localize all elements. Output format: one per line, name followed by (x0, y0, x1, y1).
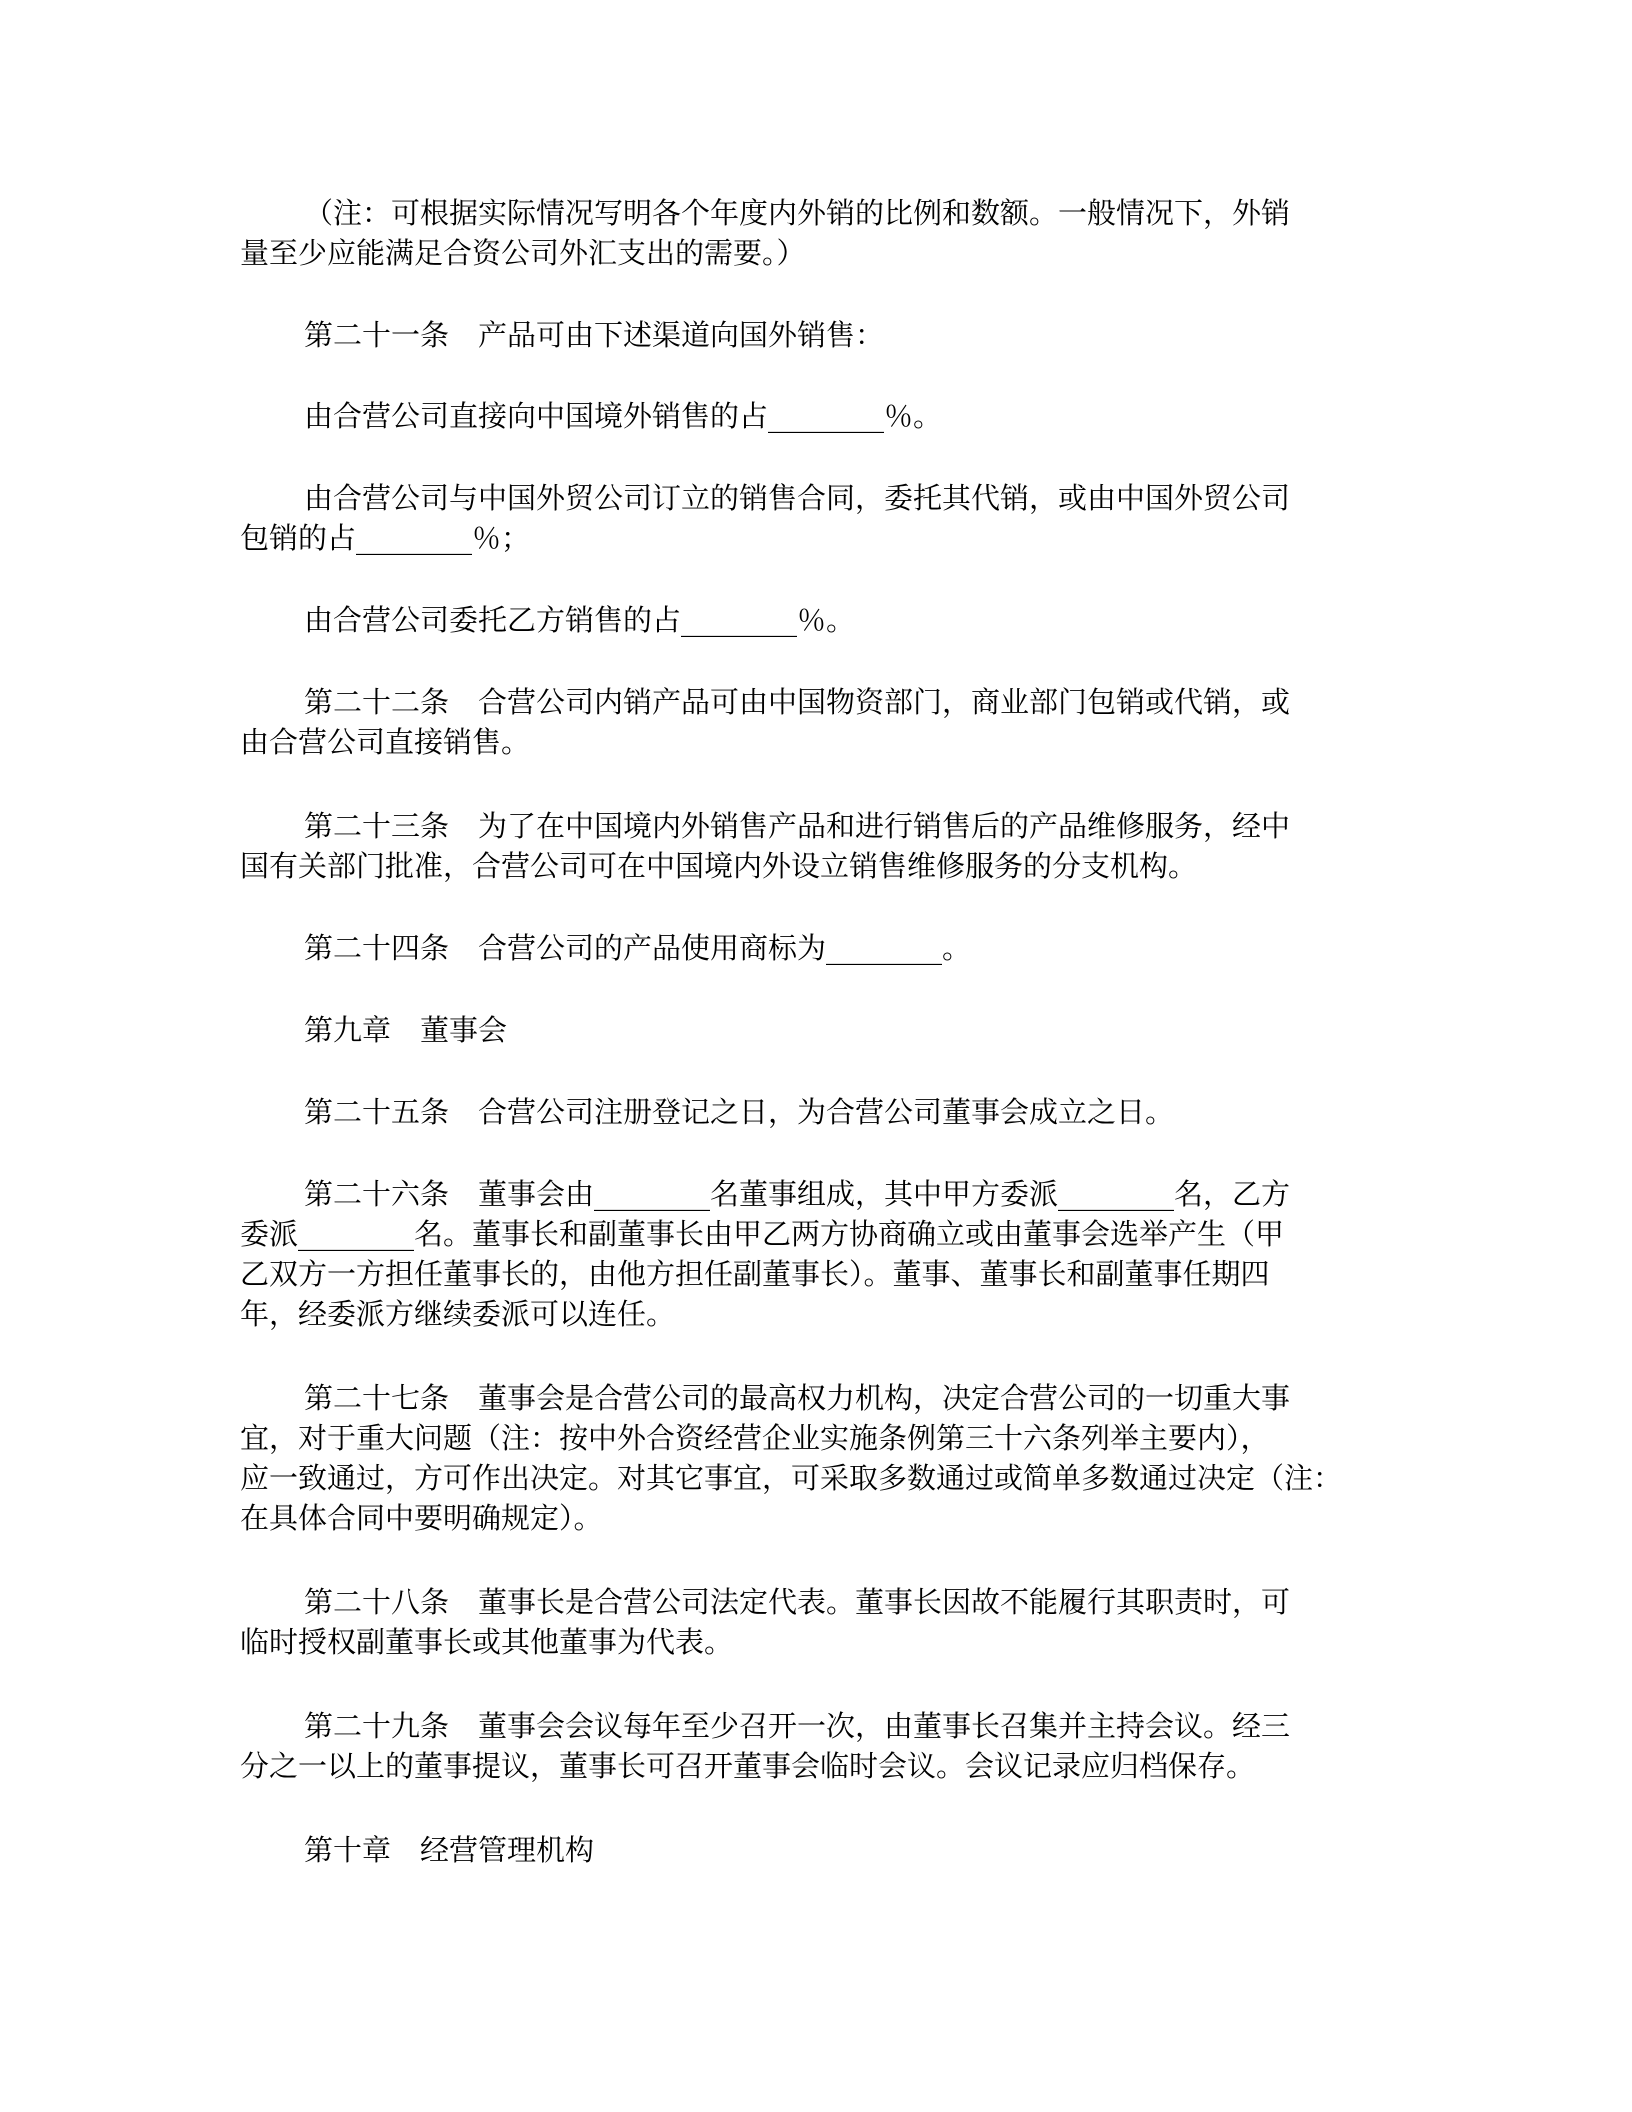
chapter-title: 第十章 经营管理机构 (304, 1833, 595, 1867)
paragraph-line: 由合营公司直接销售。 (240, 725, 531, 759)
paragraph-note-export-ratio (240, 193, 1390, 273)
paragraph-line: 国有关部门批准，合营公司可在中国境内外设立销售维修服务的分支机构。 (240, 849, 1198, 883)
paragraph-line: 分之一以上的董事提议，董事长可召开董事会临时会议。会议记录应归档保存。 (240, 1749, 1256, 1783)
chapter-heading-9 (240, 1010, 1390, 1050)
paragraph-line: 由合营公司直接向中国境外销售的占________％。 (304, 399, 943, 433)
paragraph-article-23 (240, 806, 1390, 886)
chapter-title: 第九章 董事会 (304, 1013, 508, 1047)
paragraph-line: 由合营公司委托乙方销售的占________％。 (304, 603, 856, 637)
paragraph-line: 第二十八条 董事长是合营公司法定代表。董事长因故不能履行其职责时，可 (304, 1585, 1291, 1619)
paragraph-line: 第二十六条 董事会由________名董事组成，其中甲方委派________名，乙方 (304, 1177, 1291, 1211)
paragraph-line: 由合营公司与中国外贸公司订立的销售合同，委托其代销，或由中国外贸公司 (304, 481, 1291, 515)
paragraph-article-25 (240, 1092, 1390, 1132)
paragraph-line: 在具体合同中要明确规定）。 (240, 1501, 603, 1535)
paragraph-article-22 (240, 682, 1390, 762)
paragraph-line: 第二十四条 合营公司的产品使用商标为________。 (304, 931, 972, 965)
paragraph-line: 委派________名。董事长和副董事长由甲乙两方协商确立或由董事会选举产生（甲 (240, 1217, 1285, 1251)
paragraph-line: 宜，对于重大问题（注：按中外合资经营企业实施条例第三十六条列举主要内）， (240, 1421, 1270, 1455)
paragraph-line: 第二十三条 为了在中国境内外销售产品和进行销售后的产品维修服务，经中 (304, 809, 1291, 843)
paragraph-line: 包销的占________％； (240, 521, 531, 555)
paragraph-line: 第二十七条 董事会是合营公司的最高权力机构，决定合营公司的一切重大事 (304, 1381, 1291, 1415)
paragraph-line: 量至少应能满足合资公司外汇支出的需要。） (240, 236, 806, 270)
paragraph-line: 第二十五条 合营公司注册登记之日，为合营公司董事会成立之日。 (304, 1095, 1175, 1129)
paragraph-line: 应一致通过，方可作出决定。对其它事宜，可采取多数通过或简单多数通过决定（注： (240, 1461, 1343, 1495)
paragraph-line: 第二十一条 产品可由下述渠道向国外销售： (304, 318, 885, 352)
paragraph-line: 乙双方一方担任董事长的，由他方担任副董事长）。董事、董事长和副董事任期四 (240, 1257, 1270, 1291)
paragraph-line: 第二十九条 董事会会议每年至少召开一次，由董事长召集并主持会议。经三 (304, 1709, 1291, 1743)
paragraph-line: （注：可根据实际情况写明各个年度内外销的比例和数额。一般情况下，外销 (304, 196, 1291, 230)
paragraph-line: 临时授权副董事长或其他董事为代表。 (240, 1625, 734, 1659)
paragraph-article-24 (240, 928, 1390, 968)
paragraph-line: 第二十二条 合营公司内销产品可由中国物资部门，商业部门包销或代销，或 (304, 685, 1291, 719)
paragraph-line: 年，经委派方继续委派可以连任。 (240, 1297, 676, 1331)
paragraph-article-21 (240, 315, 1390, 355)
paragraph-article-26 (240, 1174, 1390, 1334)
chapter-heading-10 (240, 1830, 1390, 1870)
paragraph-article-21-item-2 (240, 478, 1390, 558)
paragraph-article-27 (240, 1378, 1390, 1538)
paragraph-article-21-item-3 (240, 600, 1390, 640)
paragraph-article-29 (240, 1706, 1390, 1786)
paragraph-article-28 (240, 1582, 1390, 1662)
paragraph-article-21-item-1 (240, 396, 1390, 436)
